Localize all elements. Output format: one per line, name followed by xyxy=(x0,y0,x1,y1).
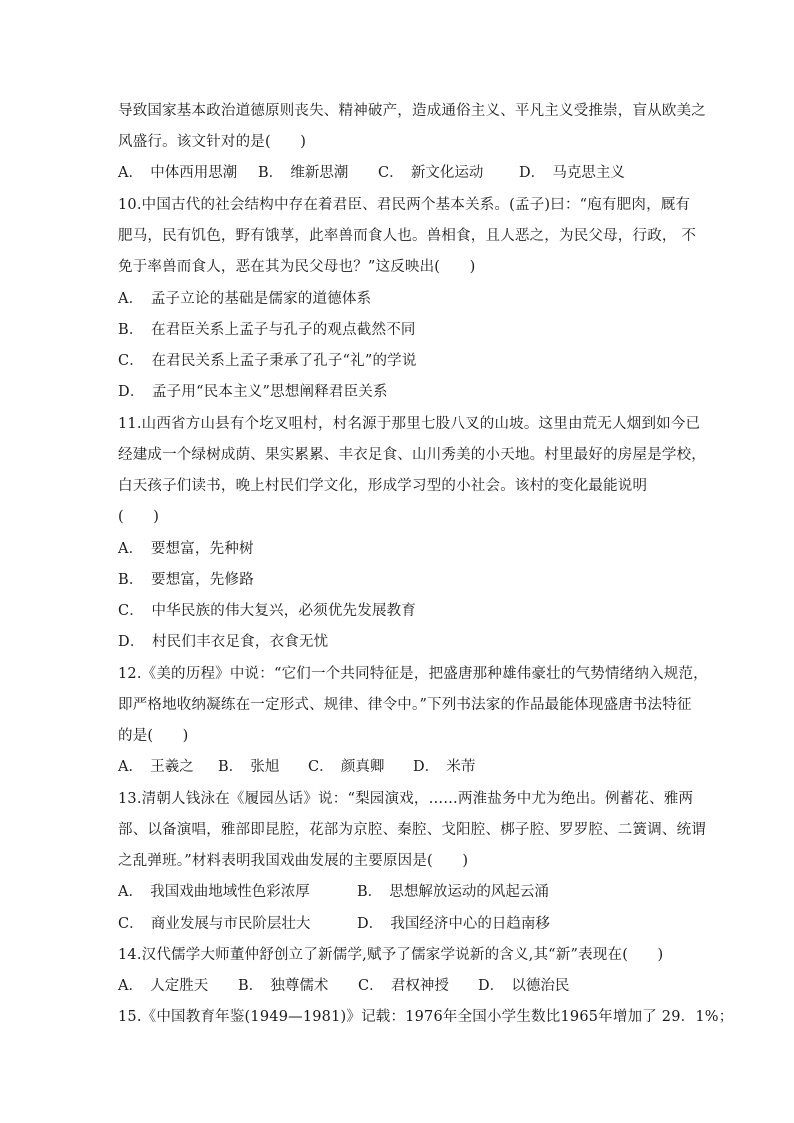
q9-option-c: C． 新文化运动 xyxy=(378,165,484,181)
q14-option-c: C． 君权神授 xyxy=(358,978,449,994)
q14-option-a: A． 人定胜天 xyxy=(118,978,209,994)
q12-stem-line-3: 的是( ) xyxy=(118,728,189,744)
q10-stem-line-2: 肥马，民有饥色，野有饿莩，此率兽而食人也。兽相食，且人恶之，为民父母，行政， 不 xyxy=(118,228,697,244)
q9-option-a: A． 中体西用思潮 xyxy=(118,165,238,181)
q12-option-c: C． 颜真卿 xyxy=(308,759,385,775)
q13-stem-line-1: 13.清朝人钱泳在《履园丛话》说：“梨园演戏，……两淮盐务中尤为绝出。例蓄花、雅两 xyxy=(118,791,694,807)
q11-option-b: B． 要想富，先修路 xyxy=(118,572,254,588)
q10-option-c: C． 在君民关系上孟子秉承了孔子“礼”的学说 xyxy=(118,353,417,369)
q11-stem-line-3: 白天孩子们读书，晚上村民们学文化，形成学习型的小社会。该村的变化最能说明 xyxy=(118,478,648,494)
q9-stem-line-2: 风盛行。该文针对的是( ) xyxy=(118,134,307,150)
q15-stem-line-1: 15.《中国教育年鉴(1949—1981)》记载：1976年全国小学生数比1965年增加了 29．1%； xyxy=(118,1009,734,1025)
q13-stem-line-3: 之乱弹班。”材料表明我国戏曲发展的主要原因是( ) xyxy=(118,853,469,869)
q12-option-d: D． 米芾 xyxy=(413,759,476,775)
q12-option-b: B． 张旭 xyxy=(218,759,280,775)
q13-option-d: D． 我国经济中心的日趋南移 xyxy=(357,916,550,932)
q11-option-c: C． 中华民族的伟大复兴，必须优先发展教育 xyxy=(118,603,417,619)
q11-option-d: D． 村民们丰衣足食，衣食无忧 xyxy=(118,634,329,650)
q14-stem-line-1: 14.汉代儒学大师董仲舒创立了新儒学,赋予了儒家学说新的含义,其“新”表现在( ) xyxy=(118,947,664,963)
q11-stem-line-2: 经建成一个绿树成荫、果实累累、丰衣足食、山川秀美的小天地。村里最好的房屋是学校， xyxy=(118,447,706,463)
q11-option-a: A． 要想富，先种树 xyxy=(118,541,254,557)
q14-option-d: D． 以德治民 xyxy=(478,978,570,994)
q11-stem-line-1: 11.山西省方山县有个圪叉咀村，村名源于那里七股八叉的山坡。这里由荒无人烟到如今已 xyxy=(118,416,701,432)
q13-option-a: A． 我国戏曲地域性色彩浓厚 xyxy=(118,884,310,900)
q12-stem-line-2: 即严格地收纳凝练在一定形式、规律、律令中。”下列书法家的作品最能体现盛唐书法特征 xyxy=(118,697,692,713)
q9-stem-line-1: 导致国家基本政治道德原则丧失、精神破产，造成通俗主义、平凡主义受推崇，盲从欧美之 xyxy=(118,103,706,119)
q11-stem-line-4: ( ) xyxy=(118,509,160,525)
q12-option-a: A． 王羲之 xyxy=(118,759,194,775)
q13-stem-line-2: 部、以备演唱，雅部即昆腔，花部为京腔、秦腔、戈阳腔、梆子腔、罗罗腔、二簧调、统谓 xyxy=(118,822,706,838)
q9-option-d: D． 马克思主义 xyxy=(519,165,625,181)
q9-option-b: B． 维新思潮 xyxy=(258,165,349,181)
q10-option-d: D． 孟子用“民本主义”思想阐释君臣关系 xyxy=(118,384,388,400)
q13-option-b: B． 思想解放运动的风起云涌 xyxy=(357,884,549,900)
q10-stem-line-1: 10.中国古代的社会结构中存在着君臣、君民两个基本关系。(孟子)曰：“庖有肥肉，厩有 xyxy=(118,197,691,213)
q12-stem-line-1: 12.《美的历程》中说：“它们一个共同特征是，把盛唐那种雄伟豪壮的气势情绪纳入规范， xyxy=(118,666,708,682)
q10-option-a: A． 孟子立论的基础是儒家的道德体系 xyxy=(118,291,372,307)
q14-option-b: B． 独尊儒术 xyxy=(238,978,329,994)
q10-option-b: B． 在君臣关系上孟子与孔子的观点截然不同 xyxy=(118,322,416,338)
q10-stem-line-3: 免于率兽而食人，恶在其为民父母也？”这反映出( ) xyxy=(118,259,476,275)
q13-option-c: C． 商业发展与市民阶层壮大 xyxy=(118,916,311,932)
